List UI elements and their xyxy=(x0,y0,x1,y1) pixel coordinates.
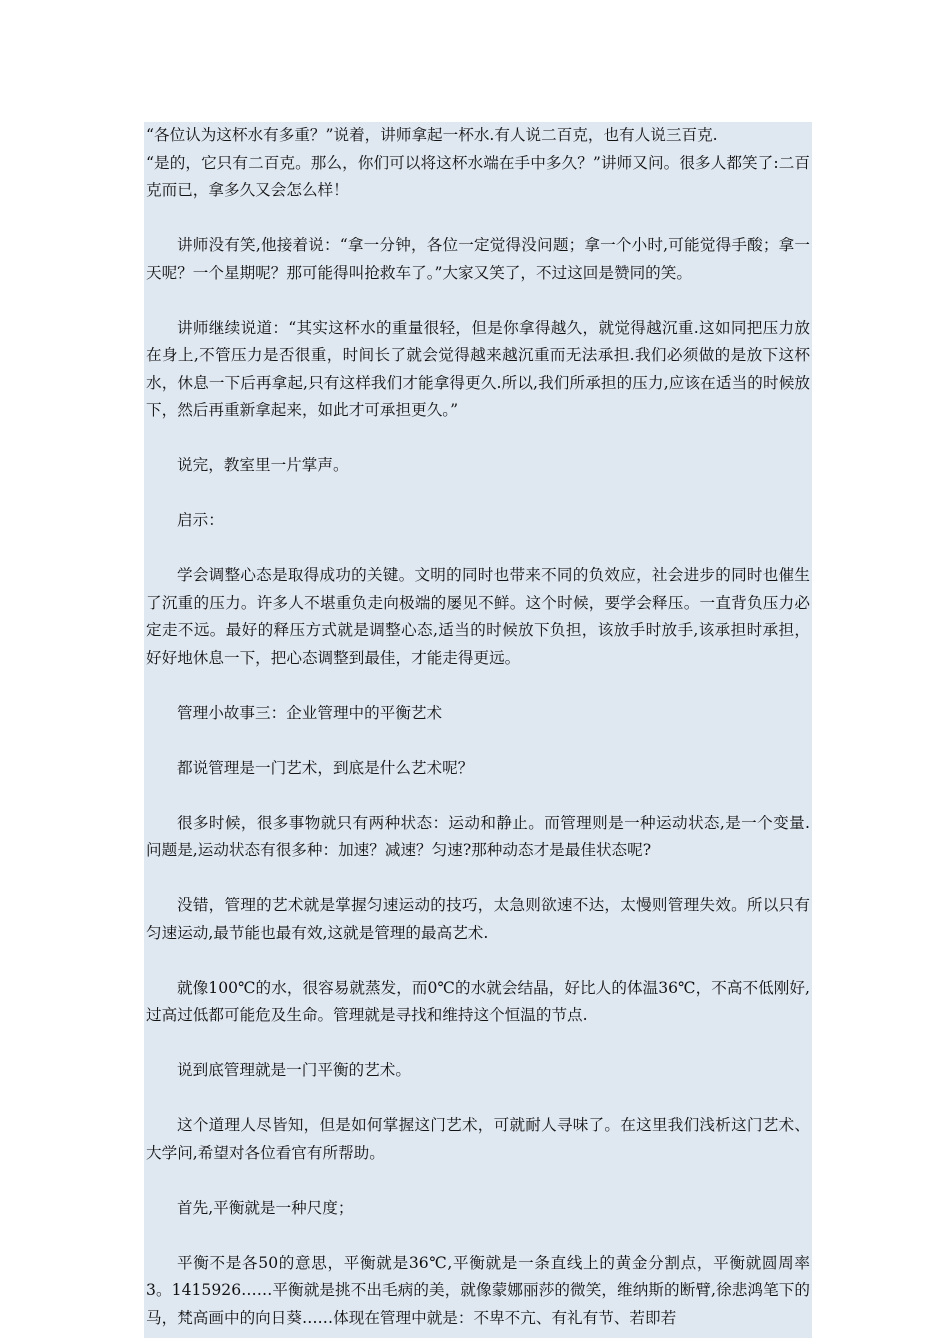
paragraph-1: “各位认为这杯水有多重？”说着，讲师拿起一杯水.有人说二百克，也有人说三百克. xyxy=(146,126,718,144)
section-heading: 管理小故事三：企业管理中的平衡艺术 xyxy=(177,703,443,722)
paragraph-4: 讲师继续说道：“其实这杯水的重量很轻，但是你拿得越久，就觉得越沉重.这如同把压力放在身上,不管压力是否很重，时间长了就会觉得越来越沉重而无法承担.我们必须做的是放下这杯水，休息一下后再拿起,只有这样我们才能拿得更久.所以,我们所承担的压力,应该在适当的时候放下，然后再重新拿起来，如此才可承担更久。” xyxy=(146,318,810,419)
paragraph-3: 讲师没有笑,他接着说：“拿一分钟，各位一定觉得没问题；拿一个小时,可能觉得手酸；拿一天呢？一个星期呢？那可能得叫抢救车了。”大家又笑了，不过这回是赞同的笑。 xyxy=(146,236,810,282)
paragraph-9: 都说管理是一门艺术，到底是什么艺术呢？ xyxy=(177,758,474,777)
paragraph-6: 启示： xyxy=(177,511,224,529)
paragraph-12: 就像100℃的水，很容易就蒸发，而0℃的水就会结晶，好比人的体温36℃，不高不低刚好,过高过低都可能危及生命。管理就是寻找和维持这个恒温的节点. xyxy=(146,978,810,1024)
paragraph-5: 说完，教室里一片掌声。 xyxy=(177,456,349,474)
paragraph-11: 没错，管理的艺术就是掌握匀速运动的技巧，太急则欲速不达，太慢则管理失效。所以只有匀速运动,最节能也最有效,这就是管理的最高艺术. xyxy=(146,896,810,942)
paragraph-15: 首先,平衡就是一种尺度； xyxy=(177,1198,354,1217)
paragraph-10: 很多时候，很多事物就只有两种状态：运动和静止。而管理则是一种运动状态,是一个变量.问题是,运动状态有很多种：加速？减速？匀速?那种动态才是最佳状态呢? xyxy=(146,813,810,859)
paragraph-2: “是的，它只有二百克。那么，你们可以将这杯水端在手中多久？”讲师又问。很多人都笑了:二百克而已，拿多久又会怎么样！ xyxy=(146,153,810,199)
paragraph-13: 说到底管理就是一门平衡的艺术。 xyxy=(177,1061,411,1079)
paragraph-14: 这个道理人尽皆知，但是如何掌握这门艺术，可就耐人寻味了。在这里我们浅析这门艺术、大学问,希望对各位看官有所帮助。 xyxy=(146,1116,810,1162)
paragraph-16: 平衡不是各50的意思，平衡就是36℃,平衡就是一条直线上的黄金分割点，平衡就圆周率3。1415926……平衡就是挑不出毛病的美，就像蒙娜丽莎的微笑，维纳斯的断臂,徐悲鸿笔下的马，梵高画中的向日葵……体现在管理中就是：不卑不亢、有礼有节、若即若 xyxy=(146,1253,810,1327)
paragraph-7: 学会调整心态是取得成功的关键。文明的同时也带来不同的负效应，社会进步的同时也催生了沉重的压力。许多人不堪重负走向极端的屡见不鲜。这个时候，要学会释压。一直背负压力必定走不远。最好的释压方式就是调整心态,适当的时候放下负担，该放手时放手,该承担时承担，好好地休息一下，把心态调整到最佳，才能走得更远。 xyxy=(146,566,810,667)
article-body xyxy=(144,122,812,1338)
